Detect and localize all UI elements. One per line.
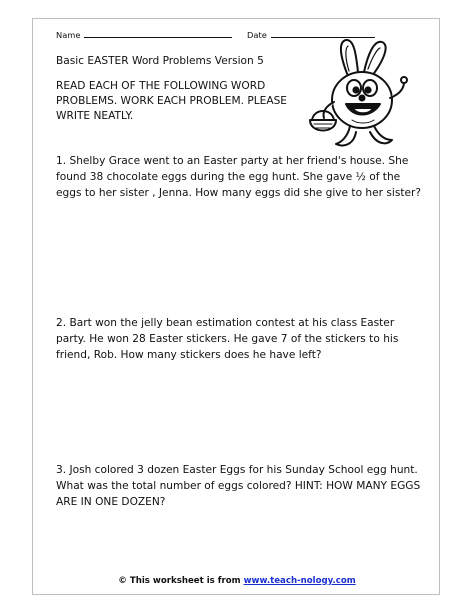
word-problem-1: 1. Shelby Grace went to an Easter party at her friend's house. She found 38 chocolate eggs during the egg hunt. She gave ½ of the eggs to her sister , Jenna. How many eggs did she give to her sister? [56, 155, 422, 200]
name-field [56, 29, 232, 40]
instructions-text: READ EACH OF THE FOLLOWING WORD PROBLEMS. WORK EACH PROBLEM. PLEASE WRITE NEATLY. [56, 80, 287, 122]
footer-link[interactable]: www.teach-nology.com [243, 576, 356, 586]
worksheet-title: Basic EASTER Word Problems Version 5 [56, 55, 264, 67]
name-blank-line [84, 29, 232, 38]
footer-prefix: © This worksheet is from [118, 576, 241, 586]
easter-bunny-with-basket-icon [300, 36, 420, 156]
word-problem-2: 2. Bart won the jelly bean estimation contest at his class Easter party. He won 28 Easter stickers. He gave 7 of the stickers to his friend, Rob. How many stickers does he have left? [56, 317, 399, 362]
footer-credit [0, 576, 474, 586]
word-problem-3: 3. Josh colored 3 dozen Easter Eggs for his Sunday School egg hunt. What was the total number of eggs colored? HINT: HOW MANY EGGS ARE IN ONE DOZEN? [56, 464, 421, 509]
date-label: Date [247, 30, 267, 40]
name-label: Name [56, 30, 81, 40]
